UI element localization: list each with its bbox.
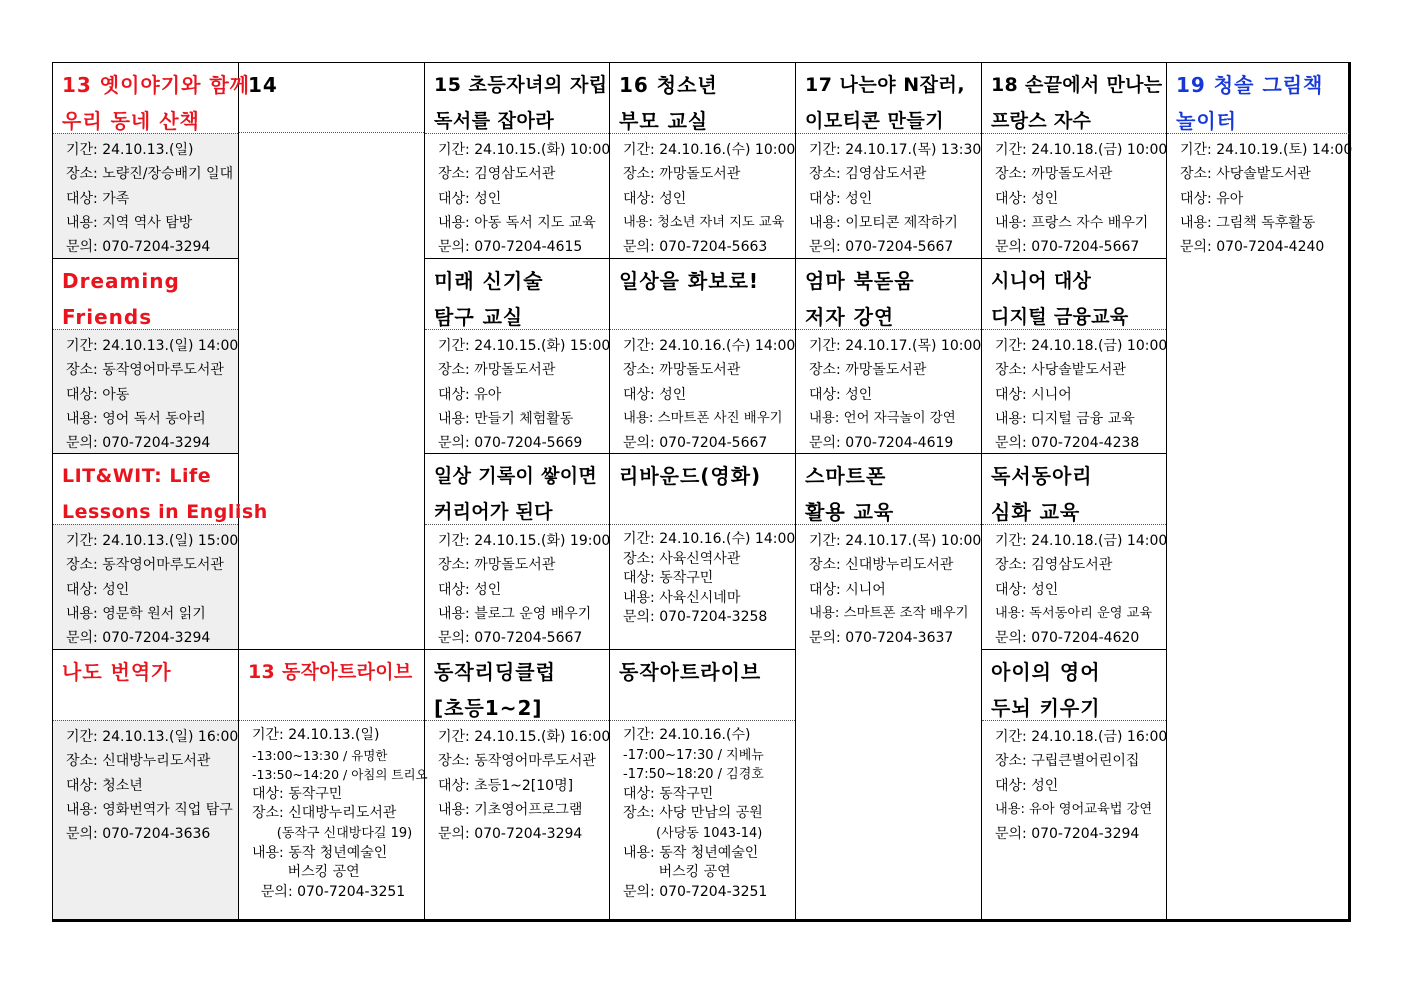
event-info: 기간: 24.10.15.(화) 10:00 장소: 김영삼도서관 대상: 성인 내용: 아동 독서 지도 교육 문의: 070-7204-4615 bbox=[425, 133, 609, 258]
event-info: 기간: 24.10.18.(금) 16:00 장소: 구립큰별어린이집 대상: 성인 내용: 유아 영어교육법 강연 문의: 070-7204-3294 bbox=[982, 720, 1166, 919]
event-info: 기간: 24.10.18.(금) 10:00 장소: 까망돌도서관 대상: 성인 내용: 프랑스 자수 배우기 문의: 070-7204-5667 bbox=[982, 133, 1166, 258]
event-title: LIT&WIT: Life Lessons in English bbox=[62, 465, 268, 523]
event-cell bbox=[53, 63, 250, 258]
event-title: 엄마 북돋움 저자 강연 bbox=[805, 269, 915, 329]
event-info: 기간: 24.10.16.(수) -17:00~17:30 / 지베뉴 -17:50~18:20 / 김경호 대상: 동작구민 장소: 사당 만남의 공원 (사당동 1043-14) 내용: 동작 청년예술인 버스킹 공연 문의: 070-7204-3251 bbox=[610, 720, 795, 919]
event-cell bbox=[53, 649, 238, 919]
event-info: 기간: 24.10.16.(수) 10:00 장소: 까망돌도서관 대상: 성인 내용: 청소년 자녀 지도 교육 문의: 070-7204-5663 bbox=[610, 133, 795, 258]
event-info: 기간: 24.10.13.(일) 16:00 장소: 신대방누리도서관 대상: 청소년 내용: 영화번역가 직업 탐구 문의: 070-7204-3636 bbox=[53, 720, 238, 919]
event-title: 13 옛이야기와 함께 우리 동네 산책 bbox=[62, 73, 250, 133]
event-cell bbox=[610, 63, 795, 258]
event-title: 스마트폰 활용 교육 bbox=[805, 464, 895, 524]
event-cell bbox=[239, 649, 428, 919]
event-title: 17 나는야 N잡러, 이모티콘 만들기 bbox=[805, 74, 966, 132]
day-column-18 bbox=[982, 63, 1167, 919]
day-number: 14 bbox=[239, 63, 424, 133]
event-info: 기간: 24.10.17.(목) 10:00 장소: 신대방누리도서관 대상: 시니어 내용: 스마트폰 조작 배우기 문의: 070-7204-3637 bbox=[796, 524, 981, 649]
event-info: 기간: 24.10.15.(화) 15:00 장소: 까망돌도서관 대상: 유아 내용: 만들기 체험활동 문의: 070-7204-5669 bbox=[425, 329, 609, 453]
event-info: 기간: 24.10.13.(일) 14:00 장소: 동작영어마루도서관 대상: 아동 내용: 영어 독서 동아리 문의: 070-7204-3294 bbox=[53, 329, 238, 453]
event-title: 아이의 영어 두뇌 키우기 bbox=[991, 660, 1101, 720]
event-title: 일상을 화보로! bbox=[619, 269, 760, 293]
event-cell bbox=[425, 453, 609, 649]
event-cell bbox=[610, 258, 795, 453]
event-info: 기간: 24.10.17.(목) 10:00 장소: 까망돌도서관 대상: 성인 내용: 언어 자극놀이 강연 문의: 070-7204-4619 bbox=[796, 329, 981, 453]
event-title: 19 청솔 그림책 놀이터 bbox=[1176, 73, 1324, 133]
day-column-14 bbox=[239, 63, 428, 919]
event-cell bbox=[610, 453, 795, 649]
event-info: 기간: 24.10.19.(토) 14:00 장소: 사당솔밭도서관 대상: 유아 내용: 그림책 독후활동 문의: 070-7204-4240 bbox=[1167, 133, 1349, 259]
event-cell bbox=[425, 649, 609, 919]
event-info: 기간: 24.10.17.(목) 13:30 장소: 김영삼도서관 대상: 성인 내용: 이모티콘 제작하기 문의: 070-7204-5667 bbox=[796, 133, 981, 258]
day-column-13 bbox=[53, 63, 268, 919]
event-cell bbox=[53, 453, 268, 649]
event-cell bbox=[796, 63, 981, 258]
event-info: 기간: 24.10.13.(일) 15:00 장소: 동작영어마루도서관 대상: 성인 내용: 영문학 원서 읽기 문의: 070-7204-3294 bbox=[53, 524, 238, 649]
event-title: 일상 기록이 쌓이면 커리어가 된다 bbox=[434, 465, 598, 523]
event-info: 기간: 24.10.18.(금) 10:00 장소: 사당솔밭도서관 대상: 시니어 내용: 디지털 금융 교육 문의: 070-7204-4238 bbox=[982, 329, 1166, 453]
event-title: 동작아트라이브 bbox=[619, 660, 762, 684]
event-info: 기간: 24.10.16.(수) 14:00 장소: 까망돌도서관 대상: 성인 내용: 스마트폰 사진 배우기 문의: 070-7204-5667 bbox=[610, 329, 795, 453]
event-cell bbox=[982, 258, 1166, 453]
event-title: 15 초등자녀의 자립 독서를 잡아라 bbox=[434, 74, 608, 132]
event-cell bbox=[425, 258, 609, 453]
event-cell bbox=[53, 258, 238, 453]
event-info: 기간: 24.10.13.(일) -13:00~13:30 / 유명한 -13:50~14:20 / 아침의 트리오 대상: 동작구민 장소: 신대방누리도서관 (동작구 신대방다길 19) 내용: 동작 청년예술인 버스킹 공연 문의: 070-7204-3251 bbox=[239, 720, 424, 919]
day-column-16 bbox=[610, 63, 796, 919]
event-title: 독서동아리 심화 교육 bbox=[991, 464, 1093, 524]
event-info: 기간: 24.10.15.(화) 19:00 장소: 까망돌도서관 대상: 성인 내용: 블로그 운영 배우기 문의: 070-7204-5667 bbox=[425, 524, 609, 649]
event-cell bbox=[425, 63, 609, 258]
event-title: 18 손끝에서 만나는 프랑스 자수 bbox=[991, 74, 1163, 132]
event-cell bbox=[982, 63, 1166, 258]
event-cell bbox=[796, 258, 981, 453]
event-title: 16 청소년 부모 교실 bbox=[619, 73, 718, 133]
event-title: 시니어 대상 디지털 금융교육 bbox=[991, 270, 1129, 328]
event-cell bbox=[610, 649, 795, 919]
event-info: 기간: 24.10.13.(일) 장소: 노량진/장승배기 일대 대상: 가족 내용: 지역 역사 탐방 문의: 070-7204-3294 bbox=[53, 133, 238, 258]
event-title: 동작리딩클럽 [초등1~2] bbox=[434, 660, 556, 720]
event-title: 리바운드(영화) bbox=[619, 464, 762, 488]
program-calendar-table bbox=[52, 62, 1351, 922]
event-cell bbox=[982, 453, 1166, 649]
event-cell bbox=[982, 649, 1166, 919]
event-info: 기간: 24.10.15.(화) 16:00 장소: 동작영어마루도서관 대상: 초등1~2[10명] 내용: 기초영어프로그램 문의: 070-7204-3294 bbox=[425, 720, 609, 919]
event-info: 기간: 24.10.16.(수) 14:00 장소: 사육신역사관 대상: 동작구민 내용: 사육신시네마 문의: 070-7204-3258 bbox=[610, 524, 795, 649]
event-title: 13 동작아트라이브 bbox=[248, 661, 413, 683]
day-column-19 bbox=[1167, 63, 1353, 919]
day-column-15 bbox=[425, 63, 610, 919]
event-title: 나도 번역가 bbox=[62, 660, 172, 684]
event-info: 기간: 24.10.18.(금) 14:00 장소: 김영삼도서관 대상: 성인 내용: 독서동아리 운영 교육 문의: 070-7204-4620 bbox=[982, 524, 1166, 649]
event-cell bbox=[1167, 63, 1353, 919]
event-cell bbox=[796, 453, 981, 919]
day-column-17 bbox=[796, 63, 982, 919]
event-title: 미래 신기술 탐구 교실 bbox=[434, 269, 544, 329]
day-header-cell bbox=[239, 63, 424, 649]
event-title: Dreaming Friends bbox=[62, 269, 180, 329]
